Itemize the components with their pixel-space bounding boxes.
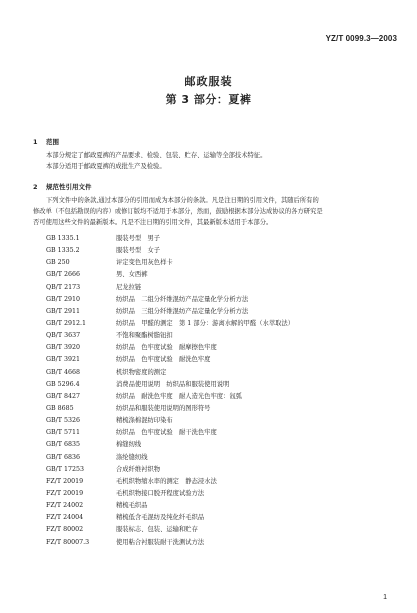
reference-code: GB/T 2910 (46, 295, 81, 303)
section-1-paragraph-1: 本部分规定了邮政夏裤的产品要求、检验、包装、贮存、运输等全部技术特征。 (46, 152, 267, 159)
reference-code: GB/T 6836 (46, 453, 81, 461)
reference-code: GB/T 2911 (46, 307, 81, 315)
reference-title: 纺织品 色牢度试验 耐干洗色牢度 (116, 429, 217, 437)
reference-title: 纺织品 色牢度试验 耐洗色牢度 (116, 356, 211, 364)
reference-title: 纺织品和服装使用说明的图形符号 (116, 404, 211, 412)
reference-title: 纺织品 甲醛的测定 第 1 部分：游离水解的甲醛（水萃取法） (116, 319, 295, 327)
reference-code: GB/T 2912.1 (46, 319, 87, 327)
reference-code: FZ/T 20019 (46, 489, 84, 497)
reference-code: GB/T 2666 (46, 271, 81, 279)
reference-code: FZ/T 24004 (46, 514, 84, 522)
reference-code: GB 250 (46, 259, 70, 267)
section-2-intro-line-3: 否可使用这些文件的最新版本。凡是不注日期的引用文件，其最新版本适用于本部分。 (33, 219, 273, 226)
reference-title: 评定变色用灰色样卡 (116, 259, 173, 267)
document-title: 邮政服装 (184, 75, 233, 88)
reference-code: FZ/T 24002 (46, 502, 84, 510)
section-2-number: 2 (33, 183, 38, 191)
reference-title: 服装号型 女子 (116, 247, 161, 255)
reference-title: 服装标志、包装、运输和贮存 (116, 526, 198, 534)
reference-title: 尼龙拉链 (116, 283, 142, 291)
reference-code: QB/T 3637 (46, 332, 81, 340)
standard-code: YZ/T 0099.3—2003 (325, 34, 397, 43)
reference-code: QB/T 2173 (46, 283, 81, 291)
reference-title: 棉缝纫线 (116, 441, 142, 449)
reference-title: 精梳低含毛混纺及纯化纤毛织品 (116, 514, 205, 522)
reference-title: 纺织品 三组分纤维混纺产品定量化学分析方法 (116, 307, 249, 315)
section-2-intro-line-1: 下列文件中的条款,通过本部分的引用而成为本部分的条款。凡是注日期的引用文件，其随后所有的 (46, 197, 319, 204)
reference-code: GB 8685 (46, 404, 74, 412)
reference-code: GB/T 5326 (46, 417, 81, 425)
section-2-intro-line-2: 修改单（不包括勘误的内容）或修订版均不适用于本部分，然而，鼓励根据本部分达成协议的各方研究是 (33, 208, 323, 215)
reference-code: FZ/T 20019 (46, 477, 84, 485)
reference-code: GB 1335.1 (46, 235, 80, 242)
reference-title: 男、女西裤 (116, 271, 148, 279)
reference-title: 纺织品 二组分纤维混纺产品定量化学分析方法 (116, 295, 249, 303)
reference-code: GB/T 8427 (46, 392, 81, 400)
reference-code: FZ/T 80002 (46, 526, 84, 534)
reference-title: 毛机织物接口脱开程度试验方法 (116, 489, 205, 497)
part-title: 第 3 部分：夏裤 (165, 93, 252, 106)
reference-title: 消费品使用说明 纺织品和服装使用说明 (116, 380, 230, 388)
reference-title: 纺织品 色牢度试验 耐摩擦色牢度 (116, 344, 217, 352)
section-1-number: 1 (33, 138, 38, 146)
reference-code: GB/T 6835 (46, 441, 81, 449)
reference-title: 使用粘合衬服装耐干洗测试方法 (116, 538, 205, 546)
reference-title: 精梳毛织品 (116, 502, 148, 510)
reference-title: 合成纤维衬织物 (116, 465, 161, 473)
section-2-heading (33, 182, 92, 191)
reference-title: 服装号型 男子 (116, 235, 161, 242)
reference-title: 不饱和聚酯树脂钮扣 (116, 332, 173, 340)
reference-code: GB 1335.2 (46, 247, 80, 255)
section-1-paragraph-2: 本部分适用于邮政夏裤的成批生产及检验。 (46, 163, 166, 170)
reference-title: 机织物密度的测定 (116, 368, 167, 376)
section-1-title: 范围 (46, 138, 59, 146)
reference-title: 毛机织物缩水率的测定 静态浸水法 (116, 477, 217, 485)
reference-code: GB/T 3920 (46, 344, 81, 352)
reference-title: 涤纶缝纫线 (116, 453, 148, 461)
section-2-title: 规范性引用文件 (46, 183, 92, 191)
reference-code: GB/T 17253 (46, 465, 85, 473)
reference-code: GB/T 3921 (46, 356, 81, 364)
reference-code: GB/T 4668 (46, 368, 81, 376)
section-1-heading (33, 137, 59, 146)
reference-code: GB/T 5711 (46, 429, 81, 437)
reference-title: 纺织品 耐洗色牢度 耐人造光色牢度：氙弧 (116, 392, 242, 400)
reference-code: GB 5296.4 (46, 380, 80, 388)
reference-code: FZ/T 80007.3 (46, 538, 90, 546)
reference-title: 精梳涤棉混纺印染布 (116, 417, 173, 425)
page-number: 1 (383, 594, 387, 601)
